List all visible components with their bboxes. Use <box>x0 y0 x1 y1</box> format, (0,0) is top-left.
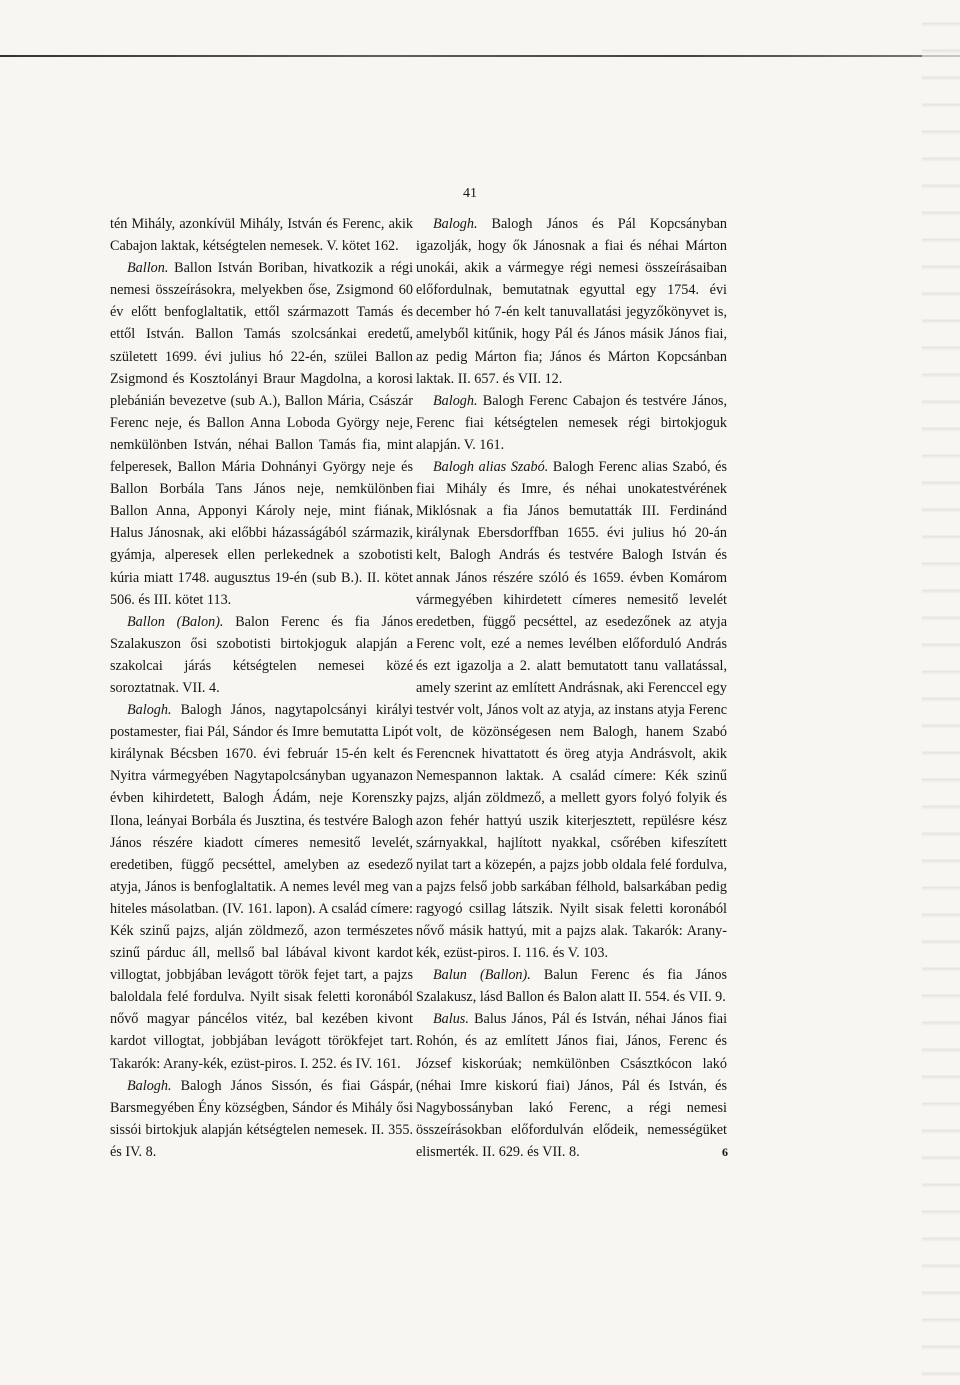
entry <box>416 1008 727 1163</box>
entry-text: Ballon István Boriban, hivatkozik a régi nemesi összeírásokra, melyekben őse, Zsigmond 60 év előtt benfoglaltatik, ettől származott Tamás és ettől István. Ballon Tamás szolcsánkai eredetű, született 1699. évi julius hó 22-én, szülei Ballon Zsigmond és Kosztolányi Braur Magdolna, a korosi plebánián bevezetve (sub A.), Ballon Mária, Császár Ferenc neje, és Ballon Anna Loboda György neje, nemkülönben István, néhai Ballon Tamás fia, mint felperesek, Ballon Mária Dohnányi György neje és Ballon Borbála Tans János neje, nemkülönben Ballon Anna, Apponyi Károly neje, mint fiának, Halus Jánosnak, aki előbbi házasságából származik, gyámja, alperesek ellen perlekednek a szobotisti kúria miatt 1748. augusztus 19-én (sub B.). II. kötet 506. és III. kötet 113. <box>110 260 414 608</box>
entry <box>110 213 413 257</box>
page-number: 41 <box>463 186 477 201</box>
entry-text: Balogh János Sissón, és fiai Gáspár, Barsmegyében Ény községben, Sándor és Mihály ősi sissói birtokjuk alapján kétségtelen nemesek. II. 355. és IV. 8. <box>110 1077 413 1160</box>
entry-text: Balus János, Pál és István, néhai János fiai Rohón, és az említett János fiai, János, Ferenc és József kiskorúak; nemkülönben Császtkócon lakó (néhai Imre kiskorú fiai) János, Pál és István, és Nagybossányban lakó Ferenc, a régi nemesi összeírásokban előfordulván elődeik, nemességüket elismerték. II. 629. és VII. 8. <box>416 1011 728 1160</box>
entry <box>416 964 727 1008</box>
right-column <box>416 213 727 1163</box>
entry-text: tén Mihály, azonkívül Mihály, István és Ferenc, akik Cabajon laktak, kétségtelen nemesek. V. kötet 162. <box>110 216 413 255</box>
entry <box>416 456 727 964</box>
entry <box>416 390 727 456</box>
entry-text: Balogh János, nagytapolcsányi királyi postamester, fiai Pál, Sándor és Imre bemutatta Lipót királynak Bécsben 1670. évi február 15-én kelt és Nyitra vármegyében Nagytapolcsányban ugyanazon évben kihirdetett, Balogh Ádám, neje Korenszky Ilona, leányai Borbála és Jusztina, és testvére Balogh János részére kiadott címeres nemesitő levelét, eredetiben, függő pecséttel, amelyben az esedező atyja, János is benfoglaltatik. A nemes levél meg van hiteles másolatban. (IV. 161. lapon). A család címere: Kék szinű pajzs, alján zöldmező, azon természetes szinű párduc áll, mellső bal lábával kivont kardot villogtat, jobbjában levágott török fejet tart, a pajzs baloldala felé fordulva. Nyilt sisak feletti koronából nővő magyar páncélos vitéz, bal kezében kivont kardot villogtat, jobbjában levágott törökfejet tart. Takarók: Arany-kék, ezüst-piros. I. 252. és IV. 161. <box>110 702 413 1072</box>
entry <box>110 257 413 611</box>
entry-text: Balogh János és Pál Kopcsányban igazolják, hogy ők Jánosnak a fiai és néhai Márton unokái, akik a vármegye régi nemesi összeírásaiban előfordulnak, bemutatnak egyuttal egy 1754. évi december hó 7-én kelt tanuvallatási jegyzőkönyvet is, amelyből kitűnik, hogy Pál és János másik János fiai, az pedig Márton fia; János és Márton Kopcsánban laktak. II. 657. és VII. 12. <box>416 216 728 387</box>
signature-mark: 6 <box>722 1145 728 1159</box>
entry-head: Ballon (Balon). <box>127 613 224 630</box>
entry <box>110 699 413 1075</box>
entry-head: Balogh. <box>433 216 478 232</box>
left-column <box>110 213 413 1163</box>
scan-edge-line <box>0 55 960 57</box>
entry-head: Balogh alias Szabó. <box>433 459 549 476</box>
entry <box>110 1075 413 1163</box>
entry-text: Balon Ferenc és fia János Szalakuszon ősi szobotisti birtokjoguk alapján a szakolcai járás kétségtelen nemesei közé soroztatnak. VII. 4. <box>110 613 413 696</box>
scan-edge-shadow <box>922 0 960 1385</box>
entry-head: Balun (Ballon). <box>433 967 531 984</box>
entry-head: Ballon. <box>127 260 169 277</box>
entry <box>110 611 413 699</box>
entry-head: Balus. <box>433 1011 469 1028</box>
entry <box>416 213 727 390</box>
entry-text: Balogh Ferenc Cabajon és testvére János, Ferenc fiai kétségtelen nemesek régi birtokjoguk alapján. V. 161. <box>416 392 727 453</box>
entry-head: Balogh. <box>127 1077 172 1094</box>
entry-head: Balogh. <box>433 392 478 409</box>
entry-text: Balogh Ferenc alias Szabó, és fiai Mihály és Imre, és néhai unokatestvérének Miklósnak a fia János bemutatták III. Ferdinánd királynak Ebersdorffban 1655. évi julius hó 20-án kelt, Balogh András és testvére Balogh István és annak János részére szóló és 1659. évben Komárom vármegyében kihirdetett címeres nemesitő levelét eredetben, függő pecséttel, az esedezőnek az atyja Ferenc volt, ezé a nemes levélben előforduló András és ezt igazolja a 2. alatt bemutatott tanu vallatással, amely szerint az említett Andrásnak, aki Ferenccel egy testvér volt, János volt az atyja, az instans atyja Ferenc volt, de közönségesen nem Balogh, hanem Szabó Ferencnek hivattatott és öreg atyja Andrásvolt, akik Nemespannon laktak. A család címere: Kék szinű pajzs, alján zöldmező, a mellett gyors folyó folyik és azon fehér hattyú uszik kiterjesztett, repülésre kész szárnyakkal, hajlított nyakkal, csőrében kifeszített nyilat tart a közepén, a pajzs jobb oldala felé fordulva, a pajzs felső jobb sarkában félhold, balsarkában pedig ragyogó csillag látszik. Nyilt sisak feletti koronából nővő másik hattyú, mit a pajzs alak. Takarók: Arany-kék, ezüst-piros. I. 116. és V. 103. <box>416 459 727 962</box>
entry-text: Balun Ferenc és fia János Szalakusz, lásd Ballon és Balon alatt II. 554. és VII. 9. <box>416 967 727 1006</box>
entry-head: Balogh. <box>127 702 172 719</box>
